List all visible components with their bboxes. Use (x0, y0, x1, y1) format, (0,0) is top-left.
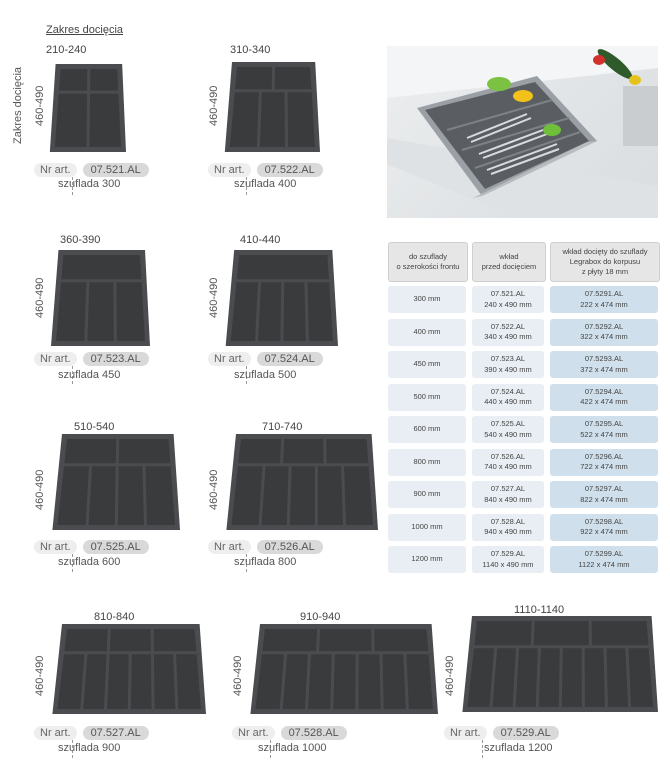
drawer-size-label: szuflada 600 (58, 556, 121, 568)
article-number (34, 351, 149, 367)
table-cell-text: 240 x 490 mm (484, 299, 532, 309)
drawer-size-label: szuflada 500 (234, 369, 297, 381)
table-cell-text: 07.523.AL (490, 354, 526, 364)
table-cell-text: 1000 mm (411, 521, 443, 531)
table-cell-text: 400 mm (413, 326, 441, 336)
article-code: 07.528.AL (281, 726, 347, 740)
table-row-width (388, 481, 466, 508)
tray-range-label: 410-440 (240, 234, 281, 246)
cutlery-tray-image (46, 434, 190, 540)
table-row-cut (550, 449, 658, 476)
table-cell-text: 1140 x 490 mm (482, 559, 534, 569)
table-cell-text: 500 mm (413, 391, 441, 401)
table-row-width (388, 449, 466, 476)
article-number (208, 162, 323, 178)
table-cell-text: 522 x 474 mm (580, 429, 628, 439)
table-cell-text: 07.5298.AL (584, 516, 624, 526)
article-number-label: Nr art. (444, 726, 487, 740)
table-cell-text: 800 mm (413, 456, 441, 466)
article-number-label: Nr art. (208, 163, 251, 177)
table-cell-text: 440 x 490 mm (484, 397, 532, 406)
table-row-cut (550, 319, 658, 346)
tray-range-label: 210-240 (46, 44, 87, 56)
tray-height-label: 460-490 (34, 655, 46, 696)
table-row-insert (472, 481, 544, 508)
article-code: 07.525.AL (83, 540, 149, 554)
drawer-size-label: szuflada 300 (58, 178, 121, 190)
tray-height-label: 460-490 (444, 655, 456, 696)
tray-range-label: 910-940 (300, 611, 341, 623)
drawer-size-label: szuflada 1200 (484, 742, 553, 754)
table-cell-text: 07.5291.AL (584, 289, 624, 299)
table-cell-text: 740 x 490 mm (484, 462, 532, 471)
table-cell-text: 840 x 490 mm (484, 494, 532, 504)
article-number (34, 162, 149, 178)
table-row-cut (550, 351, 658, 378)
table-row-insert (472, 416, 544, 443)
vertical-range-label: Zakres docięcia (12, 66, 24, 144)
article-number-label: Nr art. (208, 540, 251, 554)
table-header-text: o szerokości frontu (396, 262, 460, 271)
article-number-label: Nr art. (208, 352, 251, 366)
tray-height-label: 460-490 (208, 85, 220, 126)
table-row-width (388, 351, 466, 378)
table-row-cut (550, 481, 658, 508)
drawer-size-label: szuflada 400 (234, 178, 297, 190)
page-title: Zakres docięcia (46, 24, 124, 36)
table-cell-text: 390 x 490 mm (484, 364, 532, 374)
article-number (34, 539, 149, 555)
drawer-size-label: szuflada 900 (58, 742, 121, 754)
table-cell-text: 450 mm (413, 359, 441, 369)
tray-height-label: 460-490 (208, 277, 220, 318)
tray-height-label: 460-490 (34, 85, 46, 126)
table-cell-text: 07.527.AL (490, 484, 526, 494)
table-row-cut (550, 384, 658, 411)
table-cell-text: 07.526.AL (490, 451, 526, 461)
article-number (444, 725, 559, 741)
article-number-label: Nr art. (34, 540, 77, 554)
tray-range-label: 510-540 (74, 421, 115, 433)
table-row-insert (472, 319, 544, 346)
table-cell-text: 940 x 490 mm (484, 527, 532, 536)
table-cell-text: 07.5295.AL (584, 419, 624, 429)
tray-height-label: 460-490 (34, 469, 46, 510)
table-cell-text: 1122 x 474 mm (578, 559, 630, 569)
table-row-cut (550, 514, 658, 541)
table-header-cell (550, 242, 660, 282)
table-cell-text: 322 x 474 mm (580, 332, 628, 341)
article-code: 07.523.AL (83, 352, 149, 366)
table-cell-text: 07.528.AL (490, 516, 526, 526)
table-cell-text: 07.5299.AL (584, 549, 624, 559)
table-row-width (388, 319, 466, 346)
table-header-cell (388, 242, 468, 282)
table-cell-text: 822 x 474 mm (580, 494, 628, 504)
article-number (208, 539, 323, 555)
table-cell-text: 1200 mm (411, 554, 443, 564)
cutlery-tray-image (220, 434, 388, 540)
table-header-text: do szuflady (409, 251, 447, 261)
table-cell-text: 07.521.AL (490, 289, 526, 299)
table-cell-text: 07.5297.AL (584, 484, 624, 494)
article-number (232, 725, 347, 741)
table-row-width (388, 546, 466, 573)
table-cell-text: 07.5293.AL (584, 354, 624, 364)
tray-height-label: 460-490 (208, 469, 220, 510)
cutlery-tray-image (220, 250, 348, 356)
cutlery-tray-image (456, 616, 668, 722)
tray-height-label: 460-490 (232, 655, 244, 696)
drawer-size-label: szuflada 800 (234, 556, 297, 568)
table-row-width (388, 384, 466, 411)
article-code: 07.522.AL (257, 163, 323, 177)
tray-range-label: 710-740 (262, 421, 303, 433)
table-header-text: Legrabox do korpusu (569, 256, 641, 266)
article-number-label: Nr art. (34, 726, 77, 740)
tray-height-label: 460-490 (34, 277, 46, 318)
article-code: 07.526.AL (257, 540, 323, 554)
table-cell-text: 422 x 474 mm (580, 397, 628, 406)
table-header-cell (472, 242, 546, 282)
table-cell-text: 900 mm (413, 489, 441, 499)
table-row-insert (472, 286, 544, 313)
table-cell-text: 340 x 490 mm (484, 332, 532, 341)
table-header-text: z płyty 18 mm (581, 267, 629, 277)
table-header-text: wkład docięty do szuflady (562, 246, 648, 256)
table-row-width (388, 514, 466, 541)
table-header-text: przed docięciem (481, 262, 537, 271)
article-code: 07.524.AL (257, 352, 323, 366)
table-cell-text: 07.524.AL (490, 386, 526, 396)
table-cell-text: 600 mm (413, 424, 441, 434)
size-table (388, 242, 658, 580)
article-code: 07.529.AL (493, 726, 559, 740)
table-row-insert (472, 384, 544, 411)
tray-range-label: 360-390 (60, 234, 101, 246)
cutlery-tray-image (46, 250, 160, 356)
table-row-insert (472, 449, 544, 476)
tray-range-label: 810-840 (94, 611, 135, 623)
cutlery-tray-image (46, 624, 216, 724)
tray-range-label: 310-340 (230, 44, 271, 56)
kitchen-drawer-photo (387, 46, 658, 218)
article-number (208, 351, 323, 367)
table-cell-text: 07.529.AL (490, 549, 526, 559)
table-row-width (388, 416, 466, 443)
article-code: 07.521.AL (83, 163, 149, 177)
table-row-cut (550, 416, 658, 443)
article-number-label: Nr art. (34, 352, 77, 366)
table-row-insert (472, 514, 544, 541)
cutlery-tray-image (244, 624, 448, 724)
table-header-text: wkład (499, 251, 519, 261)
table-cell-text: 372 x 474 mm (580, 364, 628, 374)
article-code: 07.527.AL (83, 726, 149, 740)
dashed-connector (482, 740, 483, 758)
table-cell-text: 07.5294.AL (584, 386, 624, 396)
article-number-label: Nr art. (232, 726, 275, 740)
table-cell-text: 07.5292.AL (584, 321, 624, 331)
table-row-cut (550, 286, 658, 313)
table-cell-text: 922 x 474 mm (580, 527, 628, 536)
table-cell-text: 540 x 490 mm (484, 429, 532, 439)
table-cell-text: 222 x 474 mm (580, 299, 628, 309)
cutlery-tray-image (46, 64, 136, 162)
table-cell-text: 07.522.AL (490, 321, 526, 331)
cutlery-tray-image (220, 62, 330, 162)
table-cell-text: 07.5296.AL (584, 451, 624, 461)
article-number-label: Nr art. (34, 163, 77, 177)
table-cell-text: 722 x 474 mm (580, 462, 628, 471)
table-cell-text: 300 mm (413, 294, 441, 304)
drawer-size-label: szuflada 450 (58, 369, 121, 381)
table-row-width (388, 286, 466, 313)
tray-range-label: 1110-1140 (514, 604, 565, 616)
article-number (34, 725, 149, 741)
drawer-size-label: szuflada 1000 (258, 742, 327, 754)
table-cell-text: 07.525.AL (490, 419, 526, 429)
table-row-cut (550, 546, 658, 573)
table-row-insert (472, 351, 544, 378)
table-row-insert (472, 546, 544, 573)
